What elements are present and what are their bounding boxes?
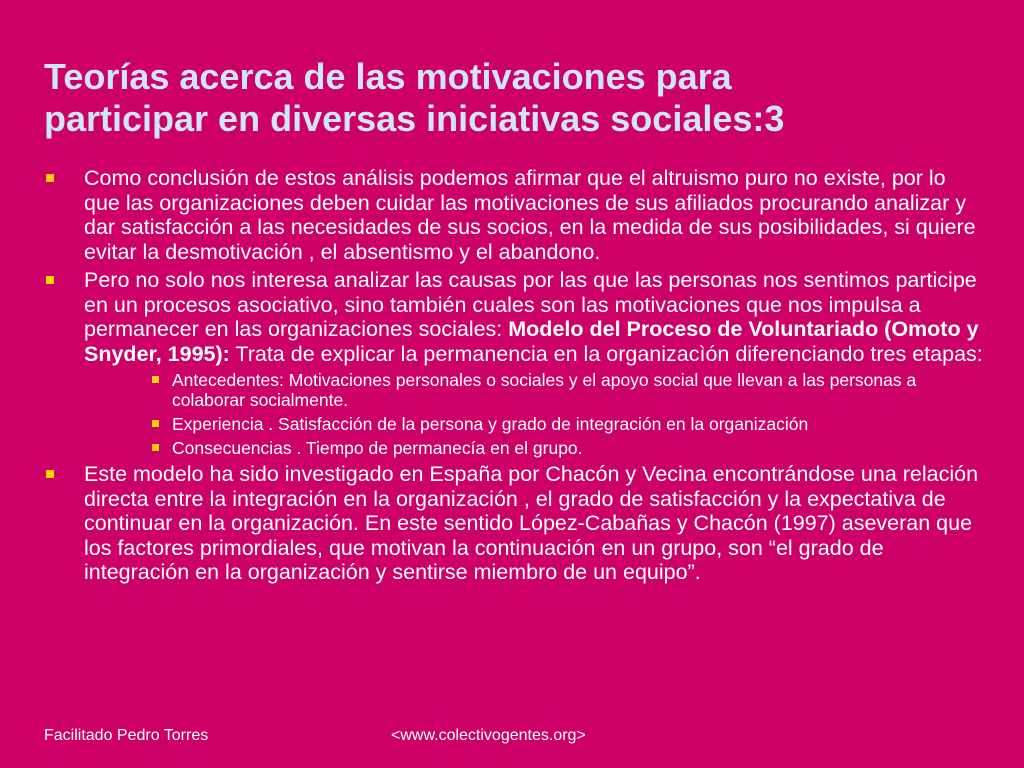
sub-bullet-2	[152, 414, 986, 434]
slide-title-line-2: participar en diversas iniciativas sociales:3	[44, 98, 785, 139]
sub-bullet-1-text: Antecedentes: Motivaciones personales o sociales y el apoyo social que llevan a las personas a colaborar socialmente.	[172, 370, 917, 410]
bullet-2-text-before: Pero no solo nos interesa analizar las causas por las que las personas nos sentimos participe en un procesos asociativo, sino también cuales son las motivaciones que nos impulsa a permanecer en las organizaciones sociales:	[84, 268, 977, 341]
sub-bullet-2-text: Experiencia . Satisfacción de la persona y grado de integración en la organización	[172, 414, 809, 434]
bullet-1	[46, 166, 986, 264]
slide-title-line-1: Teorías acerca de las motivaciones para	[44, 56, 732, 97]
bullet-1-text: Como conclusión de estos análisis podemos afirmar que el altruismo puro no existe, por lo que las organizaciones deben cuidar las motivaciones de sus afiliados procurando analizar y dar satisfacción a las necesidades de sus socios, en la medida de sus posibilidades, si quiere evitar la desmotivación , el absentismo y el abandono.	[84, 166, 976, 264]
sub-bullet-3-text: Consecuencias . Tiempo de permanecía en el grupo.	[172, 438, 583, 458]
square-bullet-icon	[46, 470, 54, 478]
bullet-3	[46, 462, 986, 585]
sub-bullet-1	[152, 370, 986, 410]
bullet-2	[46, 268, 986, 366]
footer-author: Facilitado Pedro Torres	[44, 727, 209, 744]
slide-body	[46, 166, 986, 585]
slide-title	[44, 56, 984, 140]
square-bullet-icon	[46, 174, 54, 182]
sub-bullet-list	[46, 370, 986, 458]
sub-bullet-3	[152, 438, 986, 458]
bullet-3-text: Este modelo ha sido investigado en España por Chacón y Vecina encontrándose una relación directa entre la integración en la organización , el grado de satisfacción y la expectativa de continuar en la organización. En este sentido López-Cabañas y Chacón (1997) aseveran que los factores primordiales, que motivan la continuación en un grupo, son “el grado de integración en la organización y sentirse miembro de un equipo”.	[84, 462, 979, 584]
bullet-2-bold-model: Modelo del Proceso de Voluntariado (Omoto y Snyder, 1995):	[84, 317, 979, 366]
square-bullet-icon	[152, 444, 159, 451]
footer-website: <www.colectivogentes.org>	[391, 727, 586, 744]
square-bullet-icon	[152, 376, 159, 383]
square-bullet-icon	[46, 276, 54, 284]
bullet-2-text-after: Trata de explicar la permanencia en la organizacìón diferenciando tres etapas:	[229, 341, 983, 366]
square-bullet-icon	[152, 420, 159, 427]
